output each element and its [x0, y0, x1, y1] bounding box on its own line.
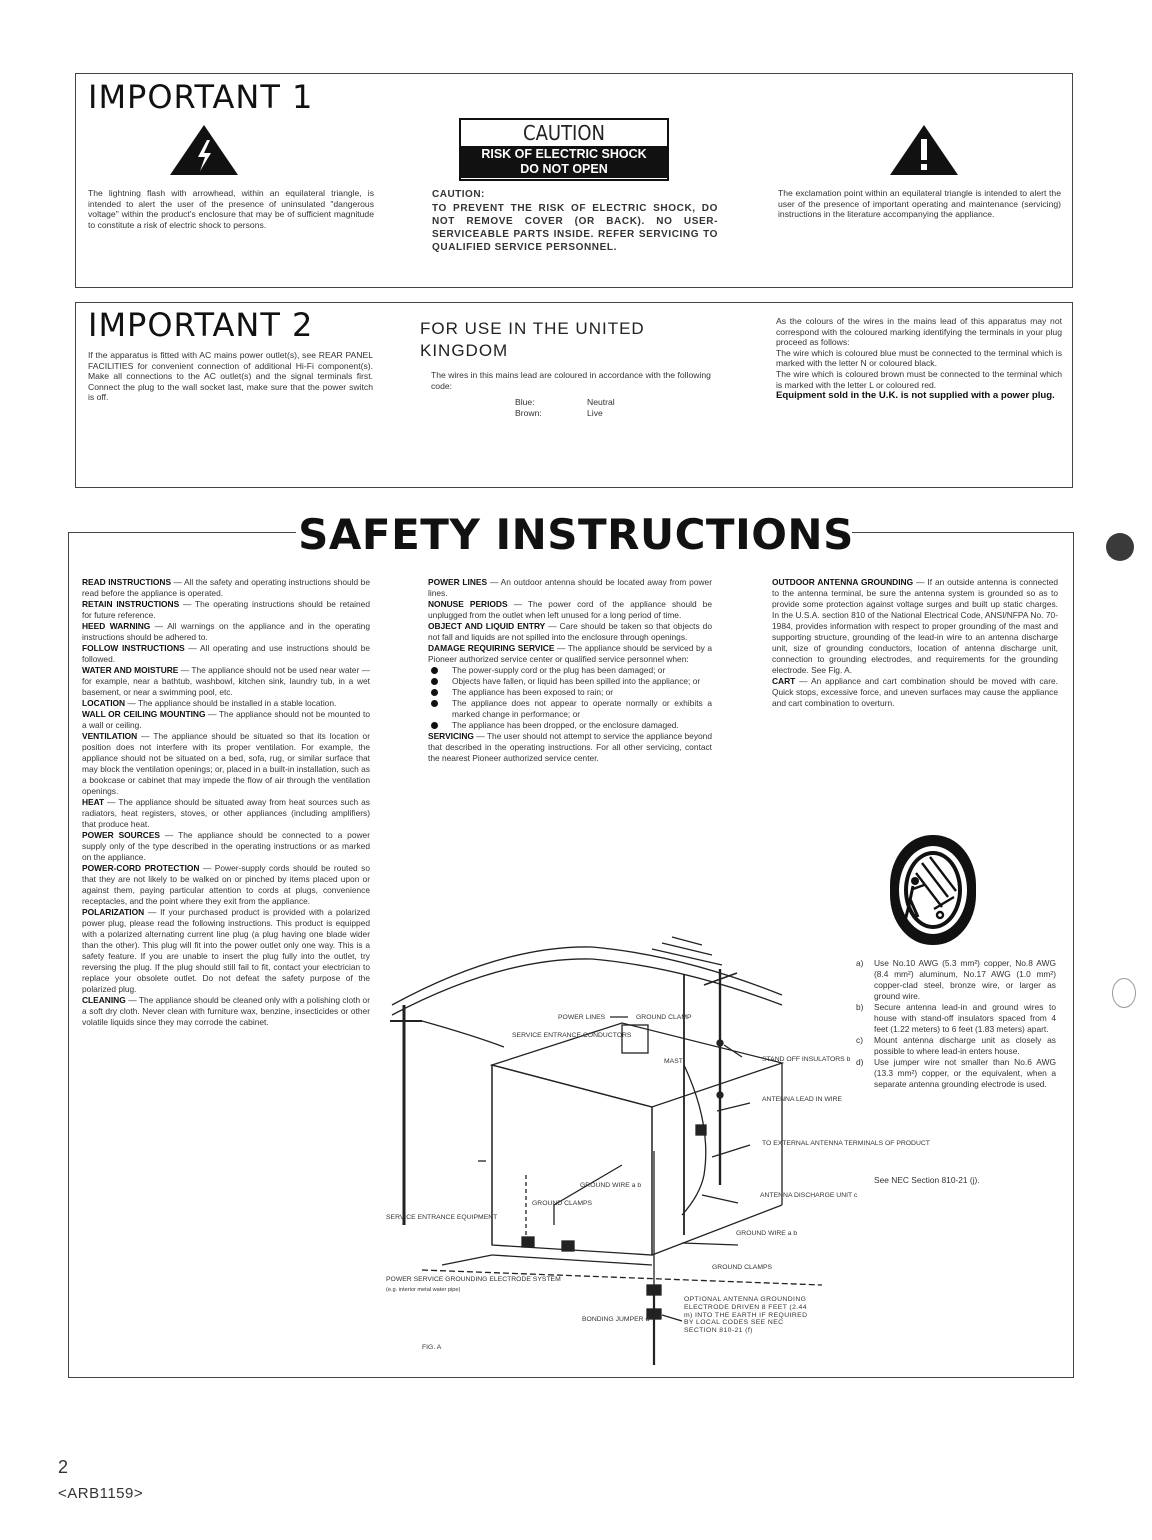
instruction-entry: [82, 599, 370, 621]
instruction-heading: OBJECT AND LIQUID ENTRY: [428, 621, 546, 631]
instruction-entry: [82, 731, 370, 797]
exclamation-description: The exclamation point within an equilateral triangle is intended to alert the user of the presence of important operating and maintenance (servicing) instructions in the literature accompanying the appliance.: [778, 188, 1061, 220]
label-optional-electrode: OPTIONAL ANTENNA GROUNDING ELECTRODE DRIVEN 8 FEET (2.44 m) INTO THE EARTH IF REQUIRED BY LOCAL CODES SEE NEC SECTION 810-21 (f): [684, 1296, 808, 1335]
instruction-entry: [772, 676, 1058, 709]
instruction-heading: HEED WARNING: [82, 621, 151, 631]
instruction-text: — Care should be taken so that objects do not fall and liquids are not spilled into the enclosure through openings.: [428, 621, 712, 642]
instruction-entry: [82, 830, 370, 863]
instruction-heading: OUTDOOR ANTENNA GROUNDING: [772, 577, 914, 587]
caution-heading: CAUTION:: [432, 189, 485, 200]
document-code: <ARB1159>: [58, 1485, 144, 1502]
instruction-text: — The appliance should be serviced by a Pioneer authorized service center or qualified service personnel when:: [428, 643, 713, 664]
safety-column-1: [82, 577, 370, 1028]
instruction-text: — All operating and use instructions should be followed.: [82, 643, 371, 664]
instruction-heading: LOCATION: [82, 698, 126, 708]
cart-tip-over-warning-icon: [890, 835, 976, 945]
instruction-heading: POLARIZATION: [82, 907, 145, 917]
instruction-text: — An appliance and cart combination should be moved with care. Quick stops, excessive force, and uneven surfaces may cause the appliance and cart combination to overturn.: [772, 676, 1058, 708]
uk-instructions-intro: As the colours of the wires in the mains lead of this apparatus may not correspond with the coloured marking identifying the terminals in your plug proceed as follows:: [776, 316, 1062, 348]
instruction-entry: [82, 665, 370, 698]
caution-label-box: [459, 118, 669, 181]
instruction-entry: [82, 698, 370, 709]
label-antenna-lead-in: ANTENNA LEAD IN WIRE: [762, 1096, 843, 1103]
instruction-text: — The appliance should be cleaned only with a polishing cloth or a soft dry cloth. Never clean with furniture wax, benzine, insecticides or other volatile liquids since they may corrode the cabinet.: [82, 995, 370, 1027]
instruction-heading: CART: [772, 676, 796, 686]
important-2-title: IMPORTANT 2: [88, 306, 314, 344]
label-ground-clamp: GROUND CLAMP: [636, 1014, 692, 1021]
label-service-entrance-conductors: SERVICE ENTRANCE CONDUCTORS: [512, 1032, 632, 1039]
instruction-text: — The appliance should be connected to a power supply only of the type described in the operating instructions or as marked on the appliance.: [82, 830, 370, 862]
label-standoff-insulators: STAND OFF INSULATORS b: [762, 1056, 851, 1063]
label-power-service-sub: (e.g. interior metal water pipe): [386, 1287, 461, 1293]
label-bonding-jumper: BONDING JUMPER d: [582, 1316, 650, 1323]
instruction-text: — Power-supply cords should be routed so that they are not likely to be walked on or pinched by items placed upon or against them, paying particular attention to cords at plugs, convenience receptacles, and the point where they exit from the appliance.: [82, 863, 370, 906]
instruction-text: — The power cord of the appliance should be unplugged from the outlet when left unused for a long period of time.: [428, 599, 712, 620]
instruction-heading: FOLLOW INSTRUCTIONS: [82, 643, 185, 653]
uk-no-plug-notice: Equipment sold in the U.K. is not supplied with a power plug.: [776, 390, 1055, 402]
instruction-text: — The appliance should be situated away from heat sources such as radiators, heat registers, stoves, or other appliances (including amplifiers) that produce heat.: [82, 797, 370, 829]
important-1-title: IMPORTANT 1: [88, 78, 314, 116]
caution-text: TO PREVENT THE RISK OF ELECTRIC SHOCK, DO NOT REMOVE COVER (OR BACK). NO USER-SERVICEABLE PARTS INSIDE. REFER SERVICING TO QUALIFIED SERVICE PERSONNEL.: [432, 203, 718, 253]
servicing-text: — The user should not attempt to service the appliance beyond that described in the operating instructions. For all other servicing, contact the nearest Pioneer authorized service center.: [428, 731, 712, 763]
instruction-heading: WATER AND MOISTURE: [82, 665, 179, 675]
instruction-entry: [428, 577, 712, 599]
instruction-entry: [772, 577, 1058, 676]
safety-column-2: [428, 577, 712, 764]
instruction-text: — The appliance should not be mounted to a wall or ceiling.: [82, 709, 371, 730]
damage-condition-item: The power-supply cord or the plug has been damaged; or: [428, 665, 712, 676]
servicing-instruction: [428, 731, 712, 764]
wire-blue-label: Blue:: [515, 397, 535, 407]
instruction-heading: WALL OR CEILING MOUNTING: [82, 709, 206, 719]
wire-brown-label: Brown:: [515, 408, 542, 418]
instruction-heading: POWER LINES: [428, 577, 488, 587]
wire-brown-value: Live: [587, 408, 603, 418]
binder-hole-mark: [1106, 533, 1134, 561]
instruction-heading: POWER-CORD PROTECTION: [82, 863, 200, 873]
nec-reference: See NEC Section 810-21 (j).: [874, 1175, 980, 1185]
instruction-heading: POWER SOURCES: [82, 830, 160, 840]
instruction-entry: [428, 621, 712, 643]
uk-heading: FOR USE IN THE UNITED KINGDOM: [420, 319, 645, 360]
label-ground-clamps-lower: GROUND CLAMPS: [712, 1264, 773, 1271]
uk-instructions-brown: The wire which is coloured brown must be connected to the terminal which is marked with the letter L or coloured red.: [776, 368, 1062, 390]
label-ground-wire: GROUND WIRE a b: [736, 1230, 798, 1237]
uk-wire-code-text: The wires in this mains lead are coloured in accordance with the following code:: [431, 370, 711, 391]
label-discharge-unit: ANTENNA DISCHARGE UNIT c: [760, 1192, 858, 1199]
note-text: Use jumper wire not smaller than No.6 AWG (13.3 mm²) copper, or the equivalent, when a separate antenna grounding electrode is used.: [874, 1057, 1056, 1089]
instruction-text: — The operating instructions should be retained for future reference.: [82, 599, 370, 620]
note-key: c): [856, 1035, 863, 1045]
uk-instructions: [776, 316, 1062, 402]
label-power-service-grounding: POWER SERVICE GROUNDING ELECTRODE SYSTEM: [386, 1276, 561, 1283]
grounding-note: [856, 1002, 1056, 1035]
damage-condition-item: The appliance does not appear to operate normally or exhibits a marked change in performance; or: [428, 698, 712, 720]
exclamation-warning-icon: [889, 124, 959, 176]
grounding-note: [856, 1057, 1056, 1090]
instruction-entry: [428, 599, 712, 621]
note-key: a): [856, 958, 864, 968]
lightning-warning-icon: [169, 124, 239, 176]
instruction-entry: [428, 643, 712, 665]
caution-label: CAUTION: [523, 121, 605, 145]
instruction-entry: [82, 863, 370, 907]
instruction-text: — If an outside antenna is connected to the antenna terminal, be sure the antenna system is grounded so as to provide some protection against voltage surges and built up static charges. In the U.S.A. section 810 of the National Electrical Code, ANSI/NFPA No. 70-1984, provides information with respect to proper grounding of the mast and supporting structure, grounding of the lead-in wire to an antenna discharge unit, size of grounding conductors, location of antenna discharge unit, connection to grounding electrodes, and requirements for the grounding electrode. See Fig. A.: [772, 577, 1059, 675]
note-text: Use No.10 AWG (5.3 mm²) copper, No.8 AWG (8.4 mm²) aluminum, No.17 AWG (1.0 mm²) copper-clad steel, bronze wire, or larger as ground wire.: [874, 958, 1056, 1001]
instruction-entry: [82, 709, 370, 731]
note-key: b): [856, 1002, 864, 1012]
important-2-text: If the apparatus is fitted with AC mains power outlet(s), see REAR PANEL FACILITIES for convenient connection of additional Hi-Fi component(s). Make all connections to the AC outlet(s) and the signal terminals first. Connect the plug to the wall socket last, make sure that the power switch is off.: [88, 350, 373, 403]
label-to-external-terminals: TO EXTERNAL ANTENNA TERMINALS OF PRODUCT: [762, 1140, 930, 1147]
instruction-heading: CLEANING: [82, 995, 126, 1005]
instruction-heading: HEAT: [82, 797, 105, 807]
instruction-text: — The appliance should be installed in a stable location.: [125, 698, 337, 708]
instruction-entry: [82, 577, 370, 599]
instruction-entry: [82, 643, 370, 665]
grounding-notes: [856, 958, 1056, 1090]
instruction-text: — All warnings on the appliance and in the operating instructions should be adhered to.: [82, 621, 371, 642]
risk-electric-shock-text: RISK OF ELECTRIC SHOCK: [481, 147, 647, 161]
page-number: 2: [58, 1457, 69, 1477]
label-power-lines: POWER LINES: [558, 1014, 606, 1021]
instruction-text: — The appliance should not be used near water — for example, near a bathtub, washbowl, kitchen sink, laundry tub, in a wet basement, or near a swimming pool, etc.: [82, 665, 370, 697]
instruction-entry: [82, 797, 370, 830]
grounding-note: [856, 1035, 1056, 1057]
instruction-heading: VENTILATION: [82, 731, 138, 741]
instruction-heading: RETAIN INSTRUCTIONS: [82, 599, 180, 609]
damage-condition-item: Objects have fallen, or liquid has been spilled into the appliance; or: [428, 676, 712, 687]
do-not-open-text: DO NOT OPEN: [520, 162, 608, 176]
uk-instructions-blue: The wire which is coloured blue must be connected to the terminal which is marked with the letter N or coloured black.: [776, 347, 1062, 369]
instruction-heading: DAMAGE REQUIRING SERVICE: [428, 643, 555, 653]
damage-conditions-list: [428, 665, 712, 731]
instruction-heading: NONUSE PERIODS: [428, 599, 508, 609]
instruction-text: — An outdoor antenna should be located away from power lines.: [428, 577, 712, 598]
instruction-text: — All the safety and operating instructions should be read before the appliance is operated.: [82, 577, 370, 598]
damage-condition-item: The appliance has been exposed to rain; or: [428, 687, 712, 698]
instruction-entry: [82, 995, 370, 1028]
instruction-entry: [82, 907, 370, 995]
servicing-heading: SERVICING: [428, 731, 474, 741]
damage-condition-item: The appliance has been dropped, or the enclosure damaged.: [428, 720, 712, 731]
note-text: Secure antenna lead-in and ground wires to house with stand-off insulators spaced from 4 feet (1.22 meters) to 6 feet (1.83 meters) apart.: [874, 1002, 1056, 1034]
grounding-note: [856, 958, 1056, 1002]
binder-hole-outline: [1112, 978, 1136, 1008]
label-ground-clamps: GROUND CLAMPS: [532, 1200, 593, 1207]
label-service-entrance-equipment: SERVICE ENTRANCE EQUIPMENT: [386, 1214, 498, 1221]
label-ground-wire-b: GROUND WIRE a b: [580, 1182, 642, 1189]
instruction-text: — If your purchased product is provided with a polarized power plug, please read the following instructions. This product is equipped with a polarized alternating current line plug (a plug having one blade wider than the other). This plug will fit into the power outlet only one way. This is a safety feature. If you are unable to insert the plug fully into the outlet, try reversing the plug. If the plug should still fail to fit, contact your electrician to replace your obsolete outlet. Do not defeat the safety purpose of the polarized plug.: [82, 907, 370, 994]
note-text: Mount antenna discharge unit as closely as possible to where lead-in enters house.: [874, 1035, 1056, 1056]
figure-caption: FIG. A: [422, 1344, 442, 1351]
wire-blue-value: Neutral: [587, 397, 615, 407]
instruction-entry: [82, 621, 370, 643]
lightning-description: The lightning flash with arrowhead, within an equilateral triangle, is intended to alert the user of the presence of uninsulated "dangerous voltage" within the product's enclosure that may be of sufficient magnitude to constitute a risk of electric shock to persons.: [88, 188, 374, 230]
label-mast: MAST: [664, 1058, 683, 1065]
safety-column-3: [772, 577, 1058, 709]
note-key: d): [856, 1057, 864, 1067]
safety-instructions-title: SAFETY INSTRUCTIONS: [298, 510, 854, 559]
instruction-text: — The appliance should be situated so that its location or position does not interfere with its proper ventilation. For example, the appliance should not be situated on a bed, sofa, rug, or similar surface that may block the ventilation openings; or, placed in a built-in installation, such as a bookcase or cabinet that may impede the flow of air through the ventilation openings.: [82, 731, 370, 796]
instruction-heading: READ INSTRUCTIONS: [82, 577, 172, 587]
